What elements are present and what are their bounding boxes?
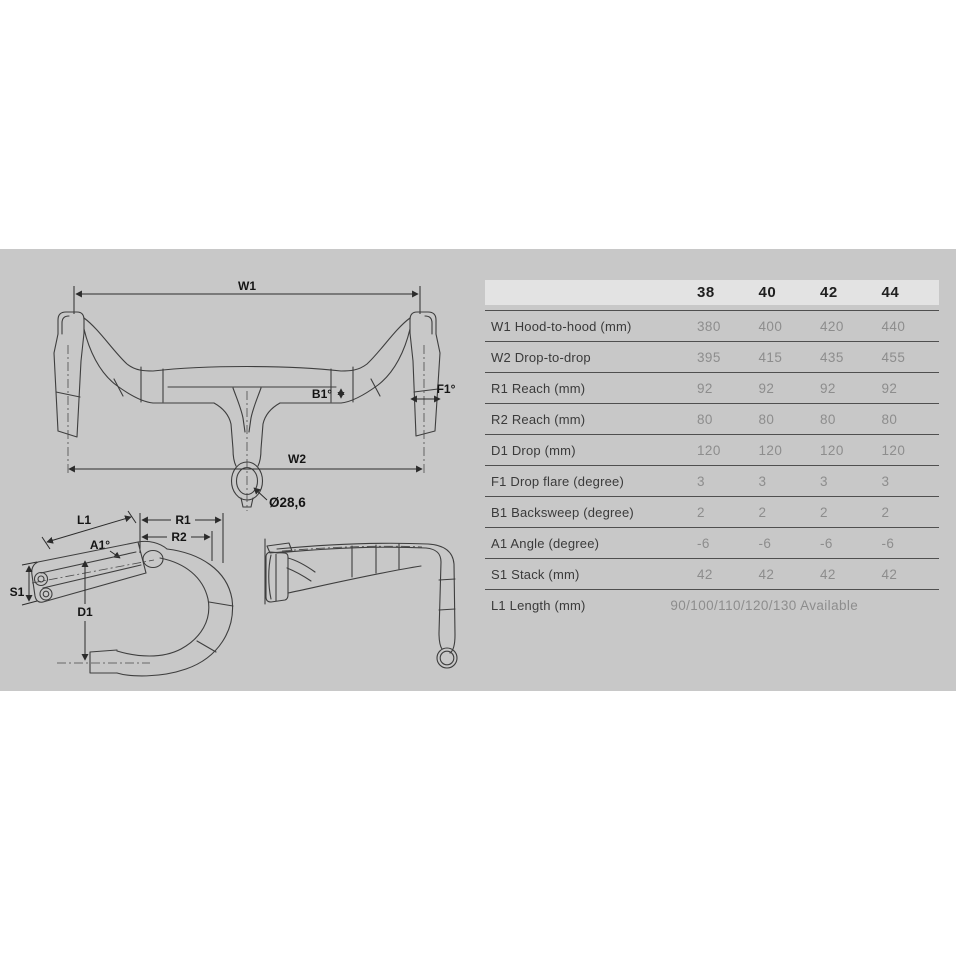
cell-value: 80: [697, 411, 713, 427]
dimension-label-r1: R1: [175, 513, 191, 527]
spec-table-header-row: [485, 280, 939, 305]
table-row: [485, 589, 939, 620]
table-row: [485, 434, 939, 465]
row-label: F1 Drop flare (degree): [491, 473, 625, 489]
perspective-view: [265, 539, 457, 668]
table-row: [485, 403, 939, 434]
cell-value: 42: [758, 566, 775, 582]
dimension-label-f1: F1°: [436, 382, 456, 396]
dimension-label-w2: W2: [288, 452, 306, 466]
cell-value: 3: [758, 473, 767, 489]
cell-value: 92: [881, 380, 898, 396]
cell-value: 3: [697, 473, 705, 489]
cell-value: -6: [697, 535, 710, 551]
cell-value: 435: [820, 349, 844, 365]
cell-value: 120: [758, 442, 783, 458]
row-label: B1 Backsweep (degree): [491, 504, 634, 520]
cell-value: 80: [758, 411, 775, 427]
dimension-label-b1: B1°: [311, 387, 333, 401]
cell-value: 2: [697, 504, 705, 520]
cell-value: 42: [697, 566, 713, 582]
cell-value: 80: [881, 411, 898, 427]
dimension-label-w1: W1: [238, 279, 256, 293]
row-label: R2 Reach (mm): [491, 411, 586, 427]
cell-value: 415: [758, 349, 783, 365]
row-label: W1 Hood-to-hood (mm): [491, 318, 632, 334]
cell-value: 92: [820, 380, 836, 396]
cell-value: 2: [881, 504, 890, 520]
cell-value: 3: [881, 473, 890, 489]
cell-value: 3: [820, 473, 828, 489]
cell-value: 395: [697, 349, 721, 365]
cell-value: 92: [758, 380, 775, 396]
column-header-size: 38: [697, 284, 715, 301]
column-header-size: 40: [758, 284, 777, 301]
cell-value: 455: [881, 349, 906, 365]
row-label: D1 Drop (mm): [491, 442, 576, 458]
dimension-label-s1: S1: [9, 585, 25, 599]
column-header-size: 44: [881, 284, 900, 301]
cell-value: 400: [758, 318, 783, 334]
row-label: R1 Reach (mm): [491, 380, 586, 396]
table-row: [485, 558, 939, 589]
cell-value: 420: [820, 318, 844, 334]
row-label: L1 Length (mm): [491, 597, 586, 613]
table-row: [485, 465, 939, 496]
cell-value: 42: [820, 566, 836, 582]
column-header-size: 42: [820, 284, 838, 301]
dimension-label-diameter: Ø28,6: [269, 495, 306, 510]
spec-panel: [0, 249, 956, 691]
dimension-label-a1: A1°: [89, 538, 111, 552]
cell-value: 2: [758, 504, 767, 520]
cell-value: 2: [820, 504, 828, 520]
cell-value: -6: [758, 535, 772, 551]
cell-value: 380: [697, 318, 721, 334]
cell-value: 120: [697, 442, 721, 458]
table-row: [485, 310, 939, 341]
row-label: S1 Stack (mm): [491, 566, 580, 582]
spec-table: [485, 280, 939, 620]
cell-value: -6: [881, 535, 895, 551]
cell-wide-value: 90/100/110/120/130 Available: [670, 597, 859, 613]
side-view: [10, 511, 233, 676]
dimension-label-r2: R2: [171, 530, 187, 544]
cell-value: 120: [820, 442, 844, 458]
dimension-label-l1: L1: [76, 513, 92, 527]
table-row: [485, 341, 939, 372]
cell-value: -6: [820, 535, 833, 551]
cell-value: 440: [881, 318, 906, 334]
table-row: [485, 496, 939, 527]
table-row: [485, 527, 939, 558]
front-view: [54, 279, 456, 511]
cell-value: 42: [881, 566, 898, 582]
row-label: W2 Drop-to-drop: [491, 349, 591, 365]
dimension-label-d1: D1: [77, 605, 93, 619]
spec-table-body: [485, 310, 939, 620]
cell-value: 80: [820, 411, 836, 427]
cell-value: 92: [697, 380, 713, 396]
row-label: A1 Angle (degree): [491, 535, 600, 551]
cell-value: 120: [881, 442, 906, 458]
table-row: [485, 372, 939, 403]
